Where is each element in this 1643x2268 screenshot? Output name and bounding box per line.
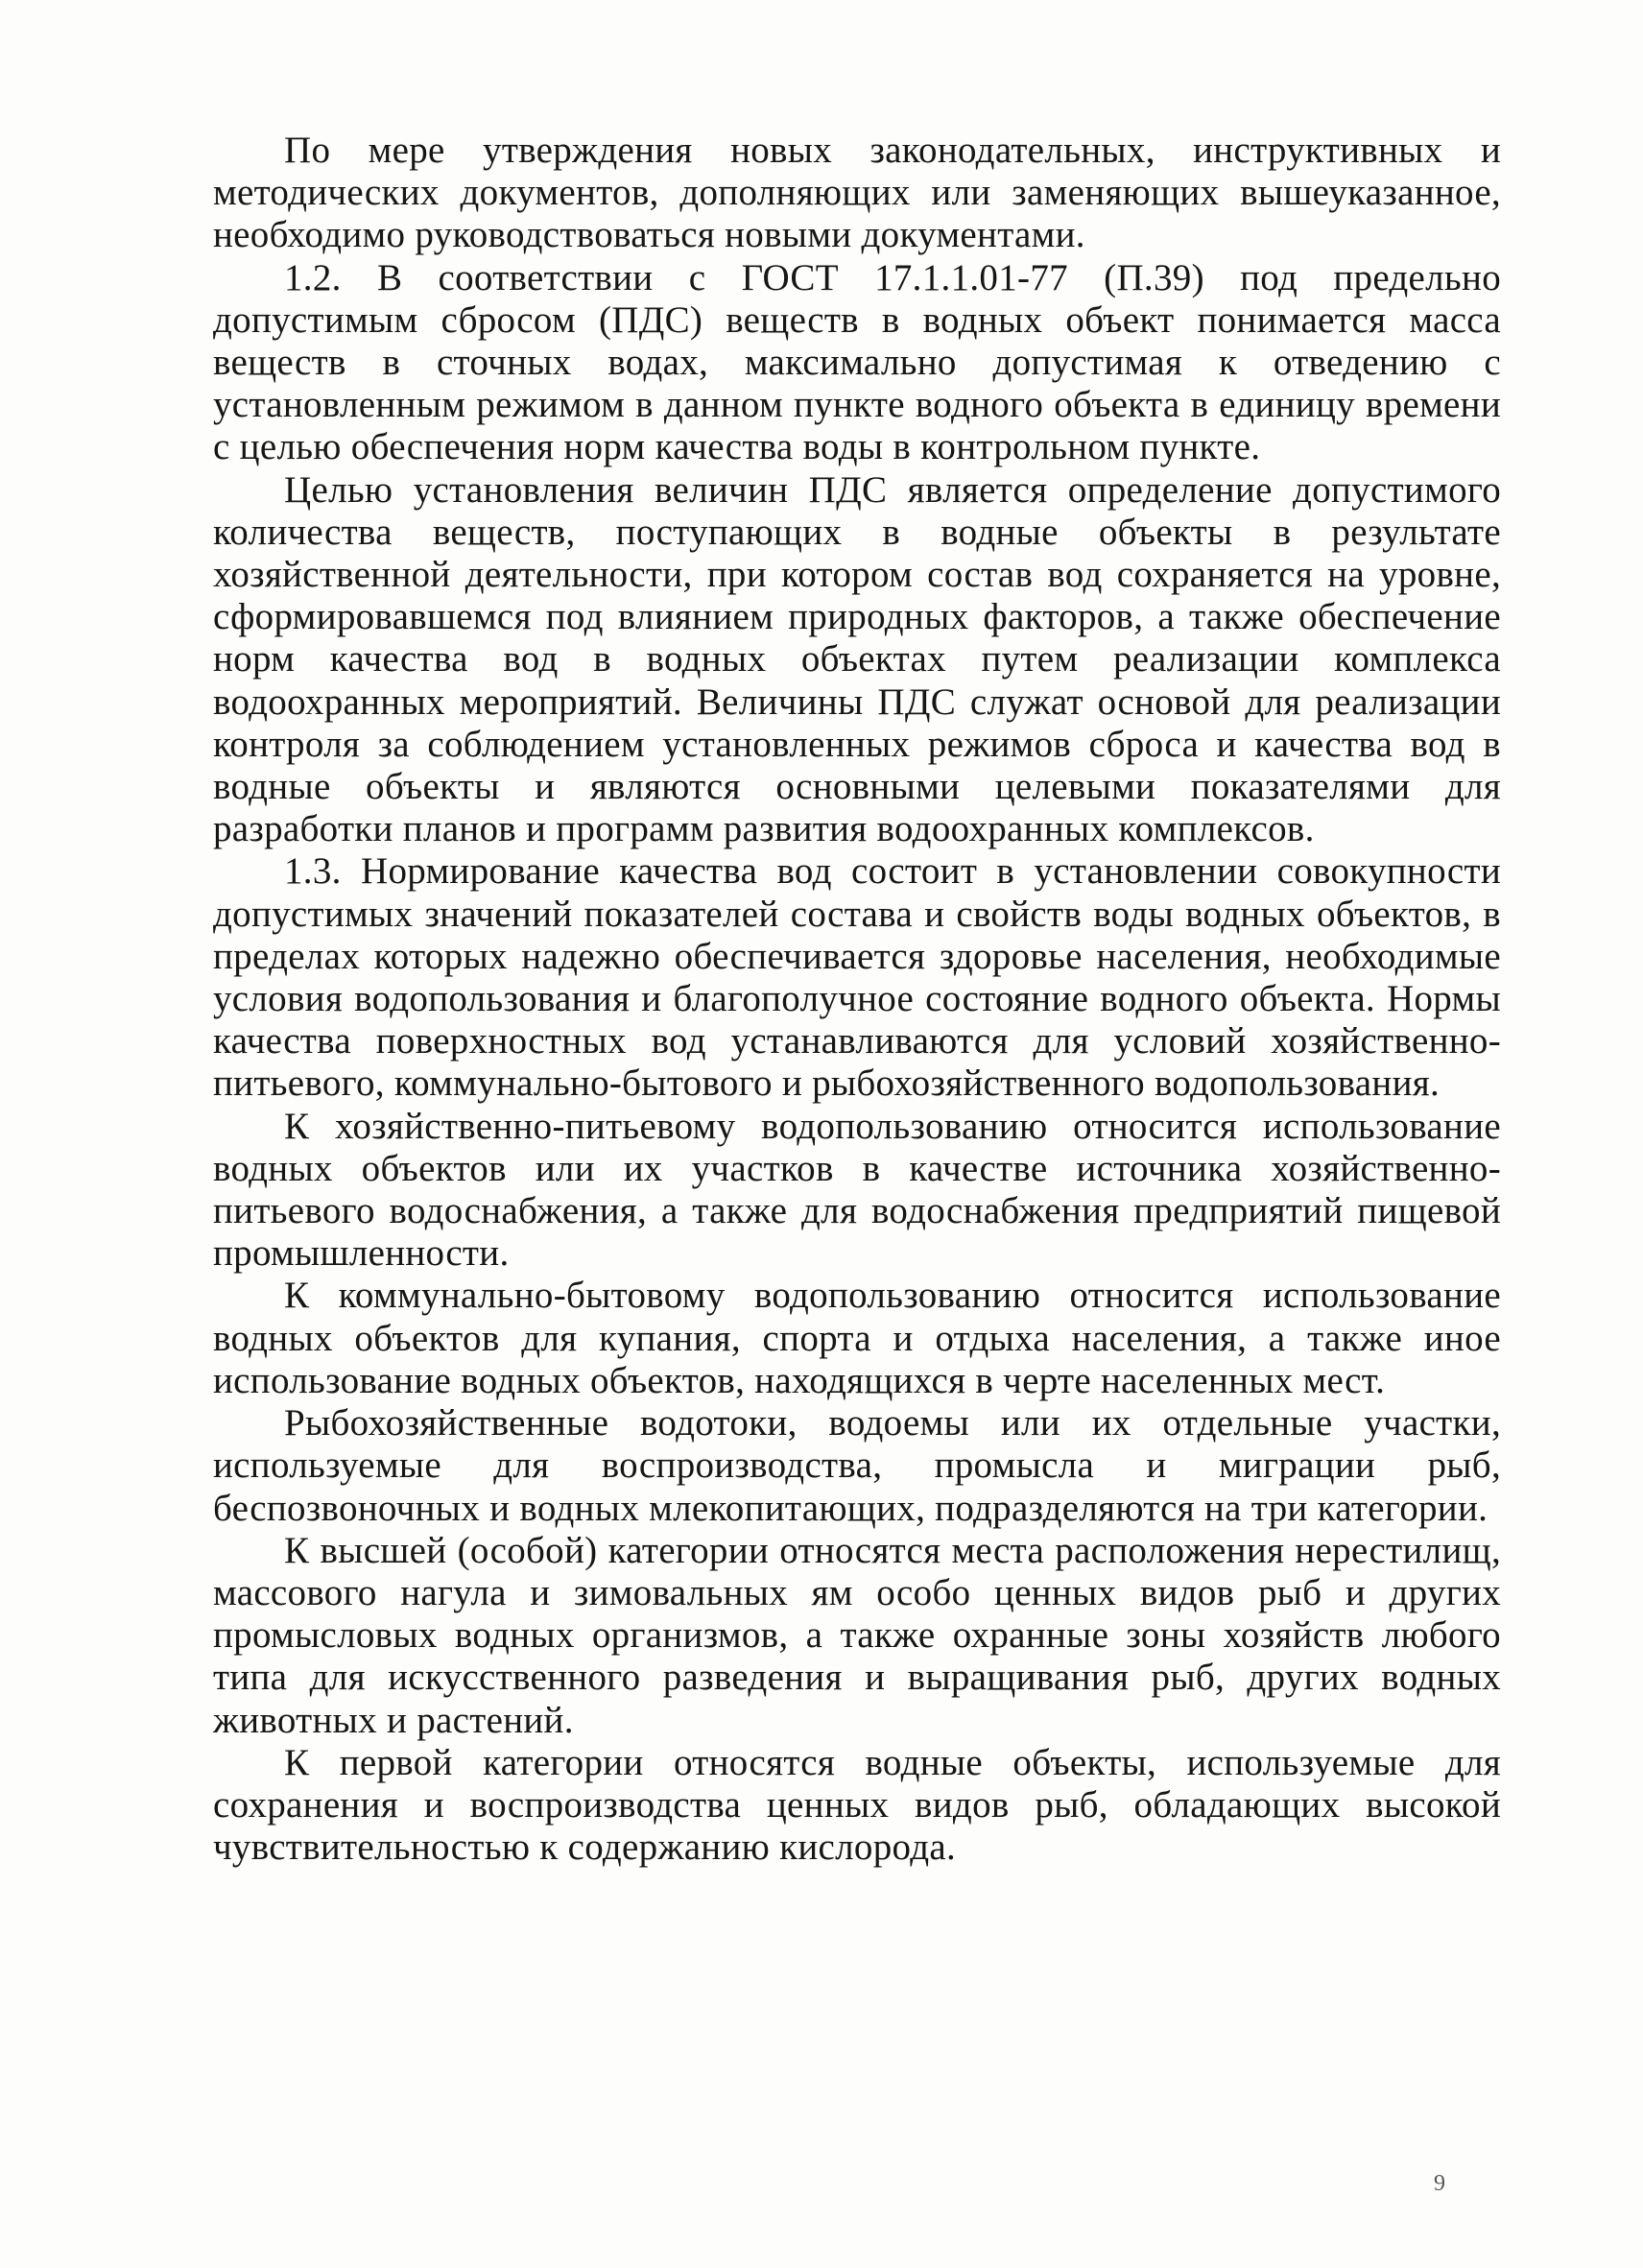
page-number: 9 bbox=[1434, 2171, 1445, 2196]
paragraph-communal-use: К коммунально-бытовому водопользованию относится использование водных объектов для купания, спорта и отдыха населения, а также иное использование водных объектов, находящихся в черте населенных мест. bbox=[213, 1275, 1501, 1401]
paragraph-fishery-categories: Рыбохозяйственные водотоки, водоемы или их отдельные участки, используемые для воспроизводства, промысла и миграции рыб, беспозвоночных и водных млекопитающих, подразделяются на три категории. bbox=[213, 1402, 1501, 1529]
paragraph-1: По мере утверждения новых законодательных, инструктивных и методических документов, дополняющих или заменяющих вышеуказанное, необходимо руководствоваться новыми документами. bbox=[213, 130, 1501, 256]
body-text bbox=[213, 130, 1501, 1869]
paragraph-1-3: 1.3. Нормирование качества вод состоит в установлении совокупности допустимых значений показателей состава и свойств воды водных объектов, в пределах которых надежно обеспечивается здоровье населения, необходимые условия водопользования и благополучное состояние водного объекта. Нормы качества поверхностных вод устанавливаются для условий хозяйственно-питьевого, коммунально-бытового и рыбохозяйственного водопользования. bbox=[213, 850, 1501, 1105]
paragraph-highest-category: К высшей (особой) категории относятся места расположения нерестилищ, массового нагула и зимовальных ям особо ценных видов рыб и других промысловых водных организмов, а также охранные зоны хозяйств любого типа для искусственного разведения и выращивания рыб, других водных животных и растений. bbox=[213, 1529, 1501, 1741]
paragraph-first-category: К первой категории относятся водные объекты, используемые для сохранения и воспроизводства ценных видов рыб, обладающих высокой чувствительностью к содержанию кислорода. bbox=[213, 1741, 1501, 1869]
paragraph-drinking-use: К хозяйственно-питьевому водопользованию относится использование водных объектов или их участков в качестве источника хозяйственно-питьевого водоснабжения, а также для водоснабжения предприятий пищевой промышленности. bbox=[213, 1105, 1501, 1275]
paragraph-1-2: 1.2. В соответствии с ГОСТ 17.1.1.01-77 (П.39) под предельно допустимым сбросом (ПДС) веществ в водных объект понимается масса веществ в сточных водах, максимально допустимая к отведению с установленным режимом в данном пункте водного объекта в единицу времени с целью обеспечения норм качества воды в контрольном пункте. bbox=[213, 256, 1501, 468]
paragraph-pds-purpose: Целью установления величин ПДС является определение допустимого количества веществ, поступающих в водные объекты в результате хозяйственной деятельности, при котором состав вод сохраняется на уровне, сформировавшемся под влиянием природных факторов, а также обеспечение норм качества вод в водных объектах путем реализации комплекса водоохранных мероприятий. Величины ПДС служат основой для реализации контроля за соблюдением установленных режимов сброса и качества вод в водные объекты и являются основными целевыми показателями для разработки планов и программ развития водоохранных комплексов. bbox=[213, 468, 1501, 850]
